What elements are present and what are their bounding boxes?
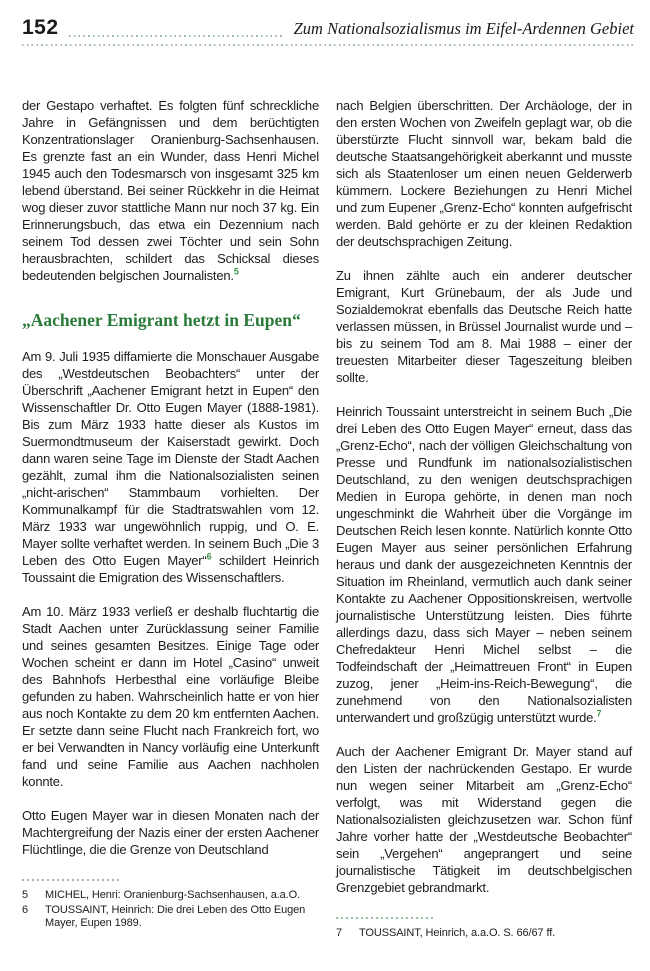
paragraph: Zu ihnen zählte auch ein anderer deutscher Emigrant, Kurt Grünebaum, der als Jude und Sozialdemokrat ebenfalls das Deutsche Reich hatte verlassen müssen, in Brüssel Journalist wurde und – bis zu seinem Tod am 8. Mai 1988 – einer der treuesten Mitarbeiter dieser Tageszeitung bleiben sollte. <box>336 268 632 385</box>
footnote-number: 5 <box>22 889 29 901</box>
paragraph: nach Belgien überschritten. Der Archäologe, der in den ersten Wochen von Zweifeln geplagt war, ob die überstürzte Flucht sinnvoll war, bekam bald die deutsche Staatsangehörigkeit aberkannt und musste sich als Staatenloser um einen neuen Gelderwerb kümmern. Lockere Beziehungen zu Henri Michel und zum Eupener „Grenz-Echo“ konnten aufgefrischt werden. Bald gehörte er zu der kleinen Redaktion der deutschsprachigen Zeitung. <box>336 98 632 249</box>
footnote-item <box>22 904 319 931</box>
left-column <box>22 97 319 932</box>
footnote-number: 7 <box>336 927 343 939</box>
paragraph-text: der Gestapo verhaftet. Es folgten fünf schreckliche Jahre in Gefängnissen und dem berüchtigten Konzentrationslager Oranienburg-Sachsenhausen. Es grenzte fast an ein Wunder, dass Henri Michel 1945 auch den Todesmarsch von insgesamt 325 km lebend überstand. Bei seiner Rückkehr in die Heimat wog dieser zuvor stattliche Mann nur noch 37 kg. Ein Erinnerungsbuch, das etwa ein Dezennium nach seinem Tod dessen zwei Töchter und sein Sohn herausbrachten, schildert das Schicksal dieses bedeutenden belgischen Journalisten. <box>22 98 319 283</box>
section-heading: „Aachener Emigrant hetzt in Eupen“ <box>22 310 301 330</box>
footnote-text: TOUSSAINT, Heinrich: Die drei Leben des Otto Eugen Mayer, Eupen 1989. <box>45 903 306 929</box>
header-dotted-rule <box>22 44 634 46</box>
footnote-ref-6: 6 <box>206 551 212 562</box>
footnote-number: 6 <box>22 903 29 916</box>
paragraph: Am 10. März 1933 verließ er deshalb fluchtartig die Stadt Aachen unter Zurücklassung seiner Familie und seines gesamten Besitzes. Einige Tage oder Wochen scheint er dann im Hotel „Casino“ unweit des Bahnhofs Herbesthal eine vorläufige Bleibe gefunden zu haben. Wahrscheinlich hatte er von hier aus noch Kontakte zu dem 20 km entfernten Aachen. Er setzte dann seine Flucht nach Frankreich fort, wo er bei Verwandten in Nancy vorläufig eine Unterkunft fand und seine Familie aus Aachen nachholen konnte. <box>22 604 319 789</box>
footnote-gap <box>346 927 359 941</box>
left-footnotes <box>22 879 319 931</box>
paragraph: Otto Eugen Mayer war in diesen Monaten nach der Machtergreifung der Nazis einer der ersten Aachener Flüchtlinge, die die Grenze von Deutschland <box>22 808 319 857</box>
paragraph-text: schildert Heinrich Toussaint die Emigration des Wissenschaftlers. <box>22 553 320 585</box>
footnote-dotted-rule <box>22 879 122 881</box>
footnote-gap <box>32 889 45 903</box>
footnote-ref-7: 7 <box>596 708 602 719</box>
header-dotted-filler <box>69 35 284 37</box>
page-number: 152 <box>22 16 59 39</box>
running-head-title: Zum Nationalsozialismus im Eifel-Ardennen Gebiet <box>293 19 634 38</box>
paragraph <box>336 403 632 726</box>
paragraph <box>22 348 319 586</box>
paragraph-text: Am 9. Juli 1935 diffamierte die Monschauer Ausgabe des „Westdeutschen Beobachters“ unter der Überschrift „Aachener Emigrant hetzt in Eupen“ den Wissenschaftler Dr. Otto Eugen Mayer (1888-1981). Bis zum März 1933 hatte dieser als Kustos im Suermondtmuseum der Kaiserstadt gewirkt. Doch dann waren seine Tage im Dienste der Stadt Aachen gezählt, zumal ihm die Nationalsozialisten seinen „nicht-arischen“ Stammbaum vorhielten. Der Kommunalkampf für die Stadtratswahlen vom 12. März 1933 war ungewöhnlich ruppig, und O. E. Mayer sollte verhaftet werden. In seinem Buch „Die 3 Leben des Otto Eugen Mayer“ <box>22 349 319 568</box>
page-header-row <box>22 16 634 40</box>
footnote-text: TOUSSAINT, Heinrich, a.a.O. S. 66/67 ff. <box>359 927 556 939</box>
page-header <box>22 16 634 46</box>
footnote-text: MICHEL, Henri: Oranienburg-Sachsenhausen, a.a.O. <box>45 889 301 901</box>
footnote-ref-5: 5 <box>233 266 239 277</box>
footnote-gap <box>32 904 45 931</box>
paragraph <box>22 97 319 284</box>
right-column <box>336 97 632 942</box>
footnote-item <box>22 889 319 903</box>
paragraph-text: Heinrich Toussaint unterstreicht in seinem Buch „Die drei Leben des Otto Eugen Mayer“ erneut, dass das „Grenz-Echo“, nach der völligen Gleichschaltung von Presse und Rundfunk im nationalsozialistischen Deutschland, zu den wenigen deutschsprachigen Medien in Europa gehörte, in denen man noch ungeschminkt die Wahrheit über die Vorgänge im Deutschen Reich lesen konnte. Natürlich konnte Otto Eugen Mayer aus seiner persönlichen Erfahrung heraus und dank der ausgezeichneten Kenntnis der Situation im Rheinland, vermutlich auch dank seiner Kontakte zu Aachener Oppositionskreisen, wertvolle journalistische Unterstützung leisten. Dies führte allerdings dazu, dass sich Mayer – neben seinem Chefredakteur Henri Michel selbst – die Todfeindschaft der „Heimattreuen Front“ in Eupen zuzog, jener „Heim-ins-Reich-Bewegung“, die zunehmend von den Nationalsozialisten unterwandert und großzügig unterstützt wurde. <box>336 404 632 725</box>
paragraph: Auch der Aachener Emigrant Dr. Mayer stand auf den Listen der nachrückenden Gestapo. Er wurde nun wegen seiner Mitarbeit am „Grenz-Echo“ verfolgt, was mit Widerstand gegen die Nationalsozialisten gleichzusetzen war. Schon fünf Jahre vorher hatte der „Westdeutsche Beobachter“ sein „Vergehen“ angeprangert und seine journalistische Tätigkeit im deutschbelgischen Grenzgebiet gebrandmarkt. <box>336 744 632 895</box>
footnote-item <box>336 927 632 941</box>
footnote-dotted-rule <box>336 917 436 919</box>
right-footnotes <box>336 917 632 941</box>
